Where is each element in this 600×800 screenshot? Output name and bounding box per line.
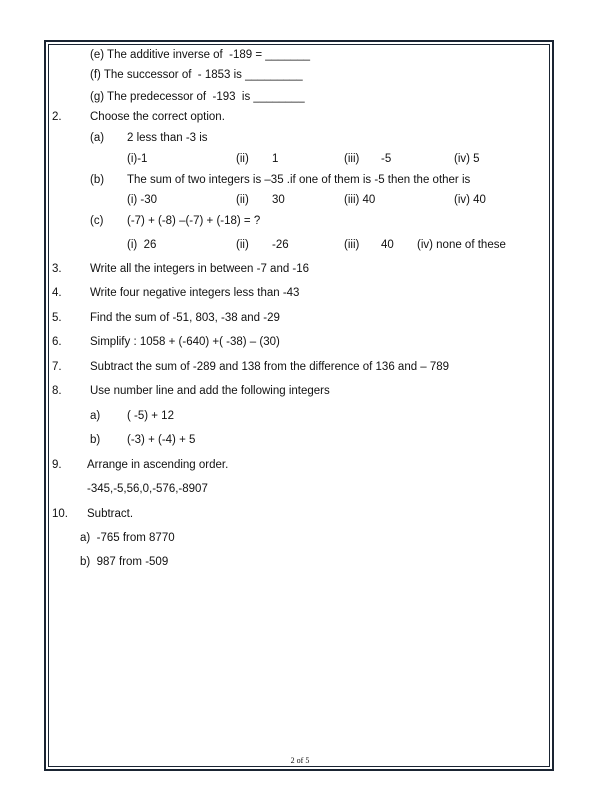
q6-number: 6. [52,336,62,348]
q2c-option-iii-value: 40 [381,239,394,251]
q8-number: 8. [52,385,62,397]
q1-part-e: (e) The additive inverse of -189 = _______ [90,49,311,61]
q2c-label: (c) [90,215,104,227]
q2b-option-ii-value: 30 [272,194,285,206]
q2b-option-i: (i) -30 [127,194,158,206]
q2c-option-iii-label: (iii) [344,239,360,251]
q2c-option-iv: (iv) none of these [417,239,506,251]
q2a-option-ii-label: (ii) [236,153,249,165]
q2-title: Choose the correct option. [90,111,225,123]
q2a-label: (a) [90,132,105,144]
q9-number: 9. [52,459,62,471]
q2b-option-ii-label: (ii) [236,194,249,206]
q2a-option-iii-label: (iii) [344,153,360,165]
q10b-text: b) 987 from -509 [80,556,169,568]
q2b-option-iv: (iv) 40 [454,194,486,206]
q2a-option-ii-value: 1 [272,153,279,165]
q4-text: Write four negative integers less than -43 [90,287,300,299]
q8b-text: (-3) + (-4) + 5 [127,434,196,446]
q5-number: 5. [52,312,62,324]
q7-text: Subtract the sum of -289 and 138 from the difference of 136 and – 789 [90,361,450,373]
q2b-label: (b) [90,174,105,186]
q2c-option-ii-label: (ii) [236,239,249,251]
q2a-option-iii-value: -5 [381,153,392,165]
q8b-label: b) [90,434,101,446]
q3-number: 3. [52,263,62,275]
q2b-text: The sum of two integers is –35 .if one of them is -5 then the other is [127,174,471,186]
q2a-option-i: (i)-1 [127,153,148,165]
q3-text: Write all the integers in between -7 and -16 [90,263,310,275]
q9-list: -345,-5,56,0,-576,-8907 [87,483,208,495]
q10-number: 10. [52,508,68,520]
q2a-text: 2 less than -3 is [127,132,208,144]
q9-text: Arrange in ascending order. [87,459,229,471]
page-border [44,40,554,771]
q2a-option-iv: (iv) 5 [454,153,480,165]
q10a-text: a) -765 from 8770 [80,532,175,544]
q8-text: Use number line and add the following integers [90,385,330,397]
q5-text: Find the sum of -51, 803, -38 and -29 [90,312,280,324]
q8a-text: ( -5) + 12 [127,410,174,422]
q1-part-f: (f) The successor of - 1853 is _________ [90,69,303,81]
q7-number: 7. [52,361,62,373]
q2c-option-ii-value: -26 [272,239,289,251]
q1-part-g: (g) The predecessor of -193 is ________ [90,91,305,103]
page-number: 2 of 5 [290,756,310,765]
q10-text: Subtract. [87,508,134,520]
q4-number: 4. [52,287,62,299]
q2c-text: (-7) + (-8) –(-7) + (-18) = ? [127,215,261,227]
q2-number: 2. [52,111,62,123]
q8a-label: a) [90,410,101,422]
q6-text: Simplify : 1058 + (-640) +( -38) – (30) [90,336,280,348]
q2c-option-i: (i) 26 [127,239,157,251]
q2b-option-iii: (iii) 40 [344,194,376,206]
